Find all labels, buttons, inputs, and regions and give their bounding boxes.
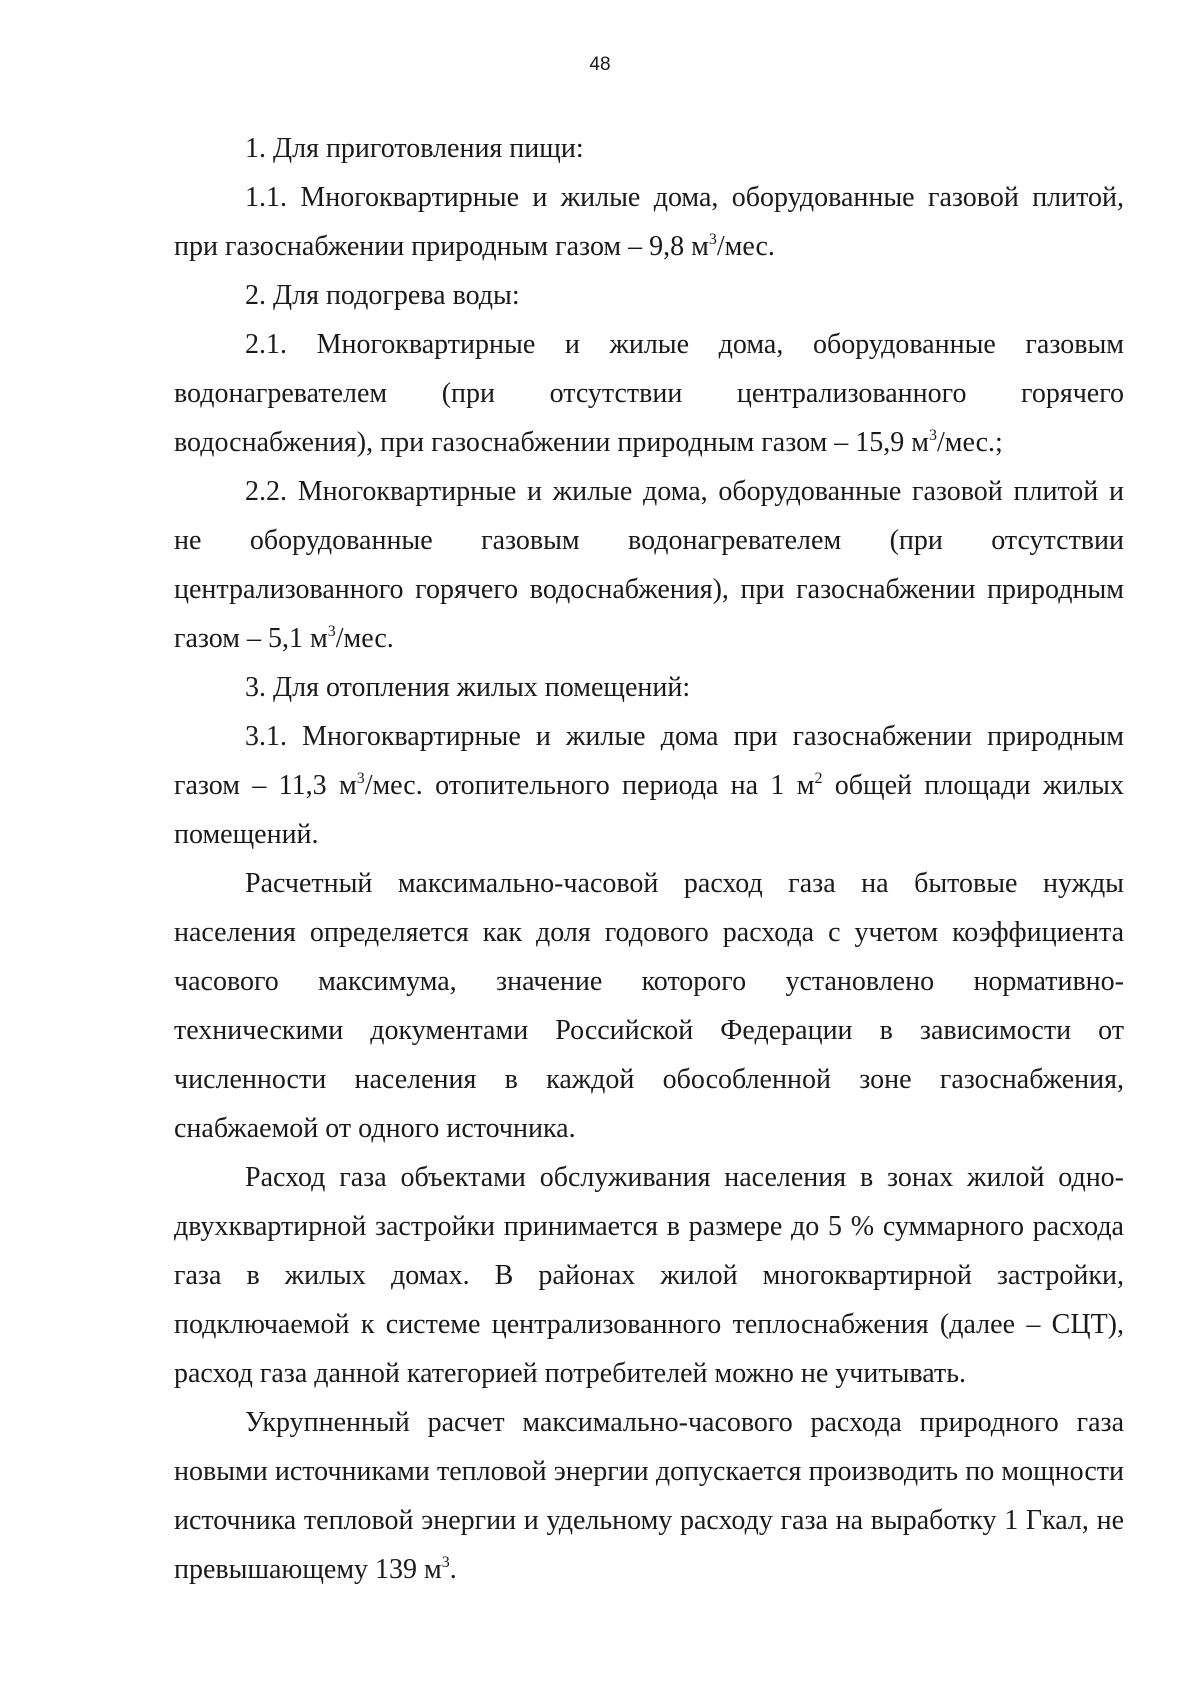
paragraph-service-objects: Расход газа объектами обслуживания населения в зонах жилой одно-двухквартирной застройки принимается в размере до 5 % суммарного расхода газа в жилых домах. В районах жилой многоквартирной застройки, подключаемой к системе централизованного теплоснабжения (далее – СЦТ), расход газа данной категорией потребителей можно не учитывать. <box>174 1162 1124 1389</box>
document-body <box>174 124 1124 1594</box>
paragraph-space-heating-heading: 3. Для отопления жилых помещений: <box>245 672 691 703</box>
paragraph-space-heating: 3.1. Многоквартирные и жилые дома при газоснабжении природным газом – 11,3 $м^3$/мес. отопительного периода на 1 $м^2$ общей площади жилых помещений. <box>174 721 1124 850</box>
paragraph-cooking-heading: 1. Для приготовления пищи: <box>245 133 584 164</box>
paragraph-water-heater: 2.1. Многоквартирные и жилые дома, оборудованные газовым водонагревателем (при отсутствии централизованного горячего водоснабжения), при газоснабжении природным газом – 15,9 $м^3$/мес.; <box>174 329 1124 458</box>
paragraph-hourly-consumption: Расчетный максимально-часовой расход газа на бытовые нужды населения определяется как доля годового расхода с учетом коэффициента часового максимума, значение которого установлено нормативно-техническими документами Российской Федерации в зависимости от численности населения в каждой обособленной зоне газоснабжения, снабжаемой от одного источника. <box>174 868 1124 1144</box>
paragraph-stove-no-heater: 2.2. Многоквартирные и жилые дома, оборудованные газовой плитой и не оборудованные газовым водонагревателем (при отсутствии централизованного горячего водоснабжения), при газоснабжении природным газом – 5,1 $м^3$/мес. <box>174 476 1124 654</box>
paragraph-cooking-gas-stove: 1.1. Многоквартирные и жилые дома, оборудованные газовой плитой, при газоснабжении природным газом – 9,8 $м^3$/мес. <box>174 182 1124 262</box>
paragraph-water-heating-heading: 2. Для подогрева воды: <box>245 280 520 311</box>
page-number: 48 <box>589 54 611 75</box>
paragraph-new-sources: Укрупненный расчет максимально-часового расхода природного газа новыми источниками тепловой энергии допускается производить по мощности источника тепловой энергии и удельному расходу газа на выработку 1 Гкал, не превышающему 139 $м^3$. <box>174 1407 1124 1585</box>
